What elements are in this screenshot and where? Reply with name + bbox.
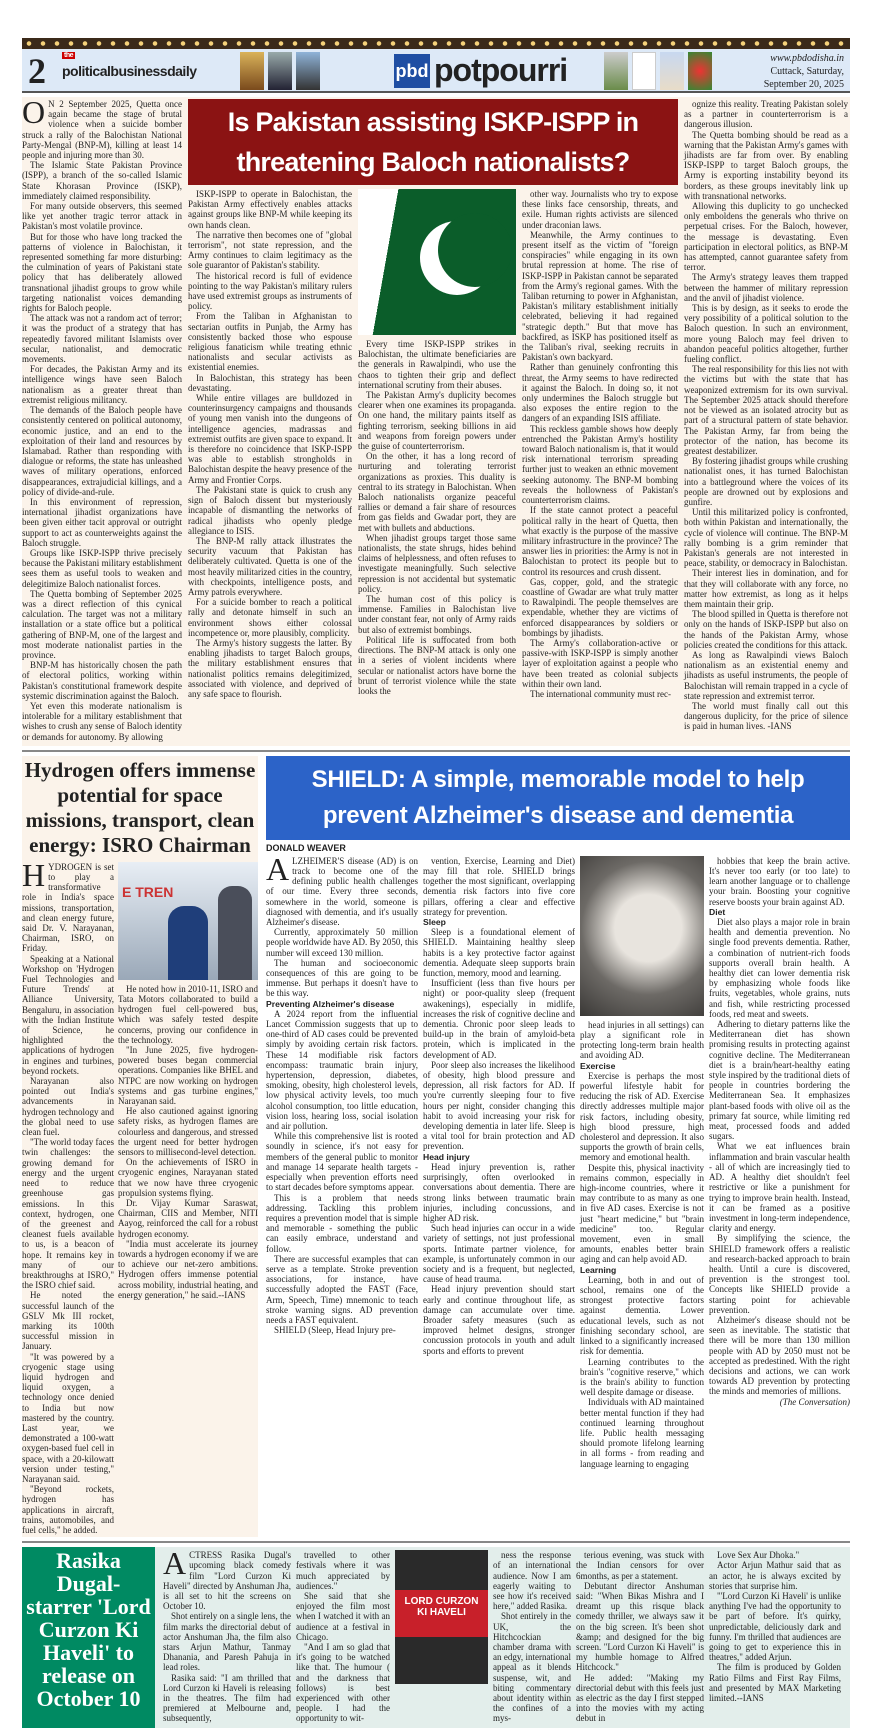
- paragraph-text: Poor sleep also increases the likelihood of obesity, high blood pressure and depression, all risk factors for AD. If you're currently sleeping four to five hours per night, consider changing this habit to avoid increasing your risk for developing dementia in later life. Sleep is a vital tool for brain protection and AD prevention.: [423, 1059, 575, 1152]
- paragraph-text: Gas, copper, gold, and the strategic coastline of Gwadar are what truly matter to Rawalpindi. The people themselves are expendable, whether they are victims of enforced disappearances by soldiers or bombings by jihadists.: [522, 576, 678, 638]
- paragraph: [358, 451, 516, 533]
- article3-col4: [709, 856, 850, 1407]
- paragraph: [709, 1560, 841, 1591]
- paragraph: [22, 589, 182, 660]
- paragraph: [188, 271, 352, 312]
- paragraph-text: If the state cannot protect a peaceful political rally in the heart of Quetta, then what exactly is the purpose of the massive military infrastructure in the province? The answer lies in priorities: the Army is not in Balochistan to protect its people but to control its resources and crush dissent.: [522, 505, 678, 577]
- paragraph-text: The historical record is full of evidence pointing to the way Pakistan's military rulers have used extremist groups as instruments of policy.: [188, 270, 352, 312]
- paragraph-text: Yet even this moderate nationalism is intolerable for a military establishment that wishes to crush any sense of Baloch identity or demands for autonomy. By allowing: [22, 700, 182, 742]
- paragraph-text: Learning contributes to the brain's "cognitive reserve," which is the brain's ability to function well despite damage or disease.: [580, 1356, 704, 1398]
- paragraph: [580, 1071, 704, 1163]
- paragraph: [709, 1550, 841, 1560]
- paragraph: [22, 660, 182, 701]
- paragraph-text: While this comprehensive list is rooted soundly in science, it's not easy for members of the general public to monitor and manage 14 separate health targets - especially when prevention efforts need to start decades before symptoms appear.: [266, 1131, 418, 1193]
- paragraph-text: He noted how in 2010-11, ISRO and Tata Motors collaborated to build a hydrogen fuel cell-powered bus, which was safely tested despite concerns, proving our confidence in the technology.: [118, 983, 258, 1045]
- headline-baloch: Is Pakistan assisting ISKP-ISPP in threatening Baloch nationalists?: [188, 99, 678, 185]
- paragraph: [423, 1223, 575, 1284]
- subheading: [709, 907, 850, 917]
- paragraph: [266, 958, 418, 999]
- paragraph-text: "The world today faces twin challenges: the growing demand for energy and the urgent need to reduce greenhouse gas emissions. In this context, hydrogen, one of the greenest and cleanest fuels available to us, is a beacon of hope. It remains key in many of our breakthroughs at ISRO," the ISRO chief said.: [22, 1137, 114, 1291]
- paragraph: [709, 1662, 841, 1703]
- paragraph: [22, 1290, 114, 1351]
- paragraph-text: What we eat influences brain inflammation and brain vascular health - all of which are increasingly tied to AD. A healthy diet shouldn't feel restrictive or like a punishment for trying to improve brain health. Instead, it can be framed as a positive investment in long-term independence, clarity and energy.: [709, 1141, 850, 1234]
- paragraph-text: other way. Journalists who try to expose these links face censorship, threats, and exile. Human rights activists are silenced under draconian laws.: [522, 189, 678, 230]
- paragraph-text: Head injury prevention should start early and continue throughout life, as damage can accumulate over time. Broader safety measures (such as improved helmet designs, stronger concussion protocols in youth and adult sports and efforts to prevent: [423, 1284, 575, 1356]
- paragraph-text: Allowing this duplicity to go unchecked only emboldens the generals who thrive on perpetual crises. For the Baloch, however, the message is devastating. Even participation in electoral politics, as BNP-M has attempted, cannot guarantee safety from terror.: [684, 201, 848, 273]
- paragraph-text: The Army's history suggests the latter. By enabling jihadists to target Baloch groups, the military establishment ensures that nationalist politics remains delegitimized, associated with violence, and deprived of any safe space to flourish.: [188, 637, 352, 699]
- paragraph: [580, 1397, 704, 1468]
- paragraph: [22, 954, 114, 1076]
- paragraph: [266, 1325, 418, 1335]
- paragraph: [118, 1045, 258, 1106]
- page-number: 2: [28, 51, 46, 91]
- paragraph: [22, 405, 182, 497]
- paragraph: [522, 230, 678, 363]
- paragraph: [266, 927, 418, 958]
- paragraph: [684, 568, 848, 609]
- paragraph: [423, 1284, 575, 1355]
- paragraph: [163, 1545, 291, 1612]
- paragraph-text: Head injury: [423, 1151, 470, 1162]
- paragraph: [118, 1106, 258, 1157]
- paragraph-text: "It was powered by a cryogenic stage using liquid hydrogen and liquid oxygen, a technology once denied to India but now mastered by the country. Last year, we demonstrated a 100-watt oxygen-based fuel cell in space, with a 20-kilowatt version under testing," Narayanan said.: [22, 1351, 114, 1484]
- paragraph: [22, 232, 182, 314]
- paragraph: [266, 850, 418, 928]
- paragraph: [423, 978, 575, 1060]
- article1-col3: [358, 339, 516, 696]
- paragraph-text: Such head injuries can occur in a wide variety of settings, not just professional sports. Intimate partner violence, for example, is unfortunately common in our society and is a frequent, but neglected, cause of head trauma.: [423, 1223, 575, 1285]
- paragraph-text: There are successful examples that can serve as a template. Stroke prevention associations, for instance, have successfully adopted the FAST (Face, Arm, Speech, Time) mnemonic to teach stroke warning signs. AD prevention needs a FAST equivalent.: [266, 1253, 418, 1325]
- dateline: [764, 52, 844, 91]
- brand-the: the: [64, 52, 73, 59]
- paragraph-text: Shot entirely in the UK, the Hitchcockian chamber drama with an edgy, international appeal as it blends suspense, wit, and biting commentary about identity within the confines of a mys-: [493, 1611, 571, 1724]
- paragraph-text: terious evening, was stuck with the Indian censors for over 6months, as per a statement.: [576, 1550, 704, 1581]
- paragraph: [709, 1141, 850, 1233]
- paragraph-text: The human cost of this policy is immense. Families in Balochistan live under constant fear, not only of Army raids but also of extremist bombings.: [358, 594, 516, 635]
- paragraph: [296, 1642, 390, 1724]
- article1-col5: [684, 99, 848, 732]
- paragraph-text: Adhering to dietary patterns like the Mediterranean diet has shown promising results in protecting against cognitive decline. The Mediterranean diet is a brain/heart-healthy eating style inspired by the traditional diets of people in countries bordering the Mediterranean Sea. It emphasizes plant-based foods with olive oil as the primary fat source, while limiting red meat, processed foods and added sugars.: [709, 1019, 850, 1142]
- paragraph-text: Learning: [580, 1264, 617, 1275]
- paragraph: [709, 1233, 850, 1315]
- article2-col2: [118, 984, 258, 1300]
- paragraph: [188, 393, 352, 485]
- article4-col2: [296, 1550, 390, 1723]
- paragraph: [684, 303, 848, 364]
- paragraph-text: head injuries in all settings) can play a significant role in protecting long-term brain health and avoiding AD.: [580, 1019, 704, 1061]
- billiards-image: [688, 52, 712, 90]
- paragraph-text: The real responsibility for this lies not with the victims but with the state that has weaponized extremism for its own survival. The September 2025 attack should therefore not be viewed as an isolated atrocity but as part of a structural pattern of state behavior. The Pakistan Army, far from being the protector of the nation, has become its greatest destabilizer.: [684, 364, 848, 456]
- paragraph: [188, 311, 352, 372]
- paragraph: [580, 1275, 704, 1357]
- motorbike-image: [268, 52, 292, 90]
- date-line-1: Cuttack, Saturday,: [770, 66, 844, 77]
- paragraph-text: CTRESS Rasika Dugal's upcoming black comedy film "Lord Curzon Ki Haveli" directed by Anshuman Jha, is all set to hit the screens on October 10.: [163, 1550, 291, 1612]
- drop-cap: A: [163, 1545, 187, 1582]
- paragraph-text: Speaking at a National Workshop on 'Hydrogen Fuel Technologies and Future Trends' at Alliance University, Bengaluru, in association with the Indian Institute of Science, he highlighted the applications of hydrogen in engines and turbines, beyond rockets.: [22, 953, 114, 1076]
- paragraph-text: When jihadist groups target those same nationalists, the state shrugs, hides behind claims of helplessness, and often refuses to investigate meaningfully. Such selective repression is not accidental but systematic policy.: [358, 532, 516, 594]
- paragraph-text: SHIELD (Sleep, Head Injury pre-: [274, 1325, 396, 1336]
- byline: DONALD WEAVER: [266, 842, 346, 853]
- paragraph-text: For a suicide bomber to reach a political rally and detonate himself in such an environment shows either colossal incompetence or, more plausibly, complicity.: [188, 597, 352, 638]
- paragraph: [22, 856, 114, 954]
- landscape-image: [296, 52, 320, 90]
- paragraph-text: The narrative then becomes one of "global terrorism", not state repression, and the Army continues to claim legitimacy as the sole guarantor of Pakistan's stability.: [188, 229, 352, 271]
- article2-col1: [22, 856, 114, 1535]
- paragraph-text: The Army's collaboration-active or passive-with ISKP-ISPP is simply another layer of exploitation against a people who have been treated as colonial subjects within their own land.: [522, 637, 678, 689]
- palm-chart-image: [632, 52, 656, 90]
- film-poster: [395, 1550, 488, 1684]
- paragraph: [163, 1611, 291, 1672]
- paragraph-text: Love Sex Aur Dhoka.": [717, 1550, 800, 1561]
- brand-logo: [62, 52, 197, 79]
- paragraph-text: Exercise is perhaps the most powerful lifestyle habit for reducing the risk of AD. Exercise directly addresses multiple major risk factors, including obesity, high blood pressure, high cholesterol and depression. It also supports the growth of brain cells, memory and emotional health.: [580, 1070, 704, 1163]
- paragraph-text: He also cautioned against ignoring safety risks, as hydrogen flames are colourless and dangerous, and stressed the urgent need for better hydrogen sensors to millisecond-level detection.: [118, 1106, 258, 1158]
- paragraph-text: Rasika said: "I am thrilled that Lord Curzon ki Haveli is releasing in the theatres. The film had premiered at Melbourne and, subsequently,: [163, 1672, 291, 1724]
- paragraph: [580, 1357, 704, 1398]
- paragraph-text: Dr. Vijay Kumar Saraswat, Chairman, CIIS and Member, NITI Aayog, reinforced the call for a robust hydrogen economy.: [118, 1198, 258, 1239]
- paragraph: [493, 1611, 571, 1723]
- paragraph: [423, 1060, 575, 1152]
- paragraph: [684, 701, 848, 732]
- paragraph: [163, 1673, 291, 1724]
- paragraph-text: The Army's strategy leaves them trapped between the hammer of military repression and the anvil of jihadist violence.: [684, 272, 848, 303]
- paragraph-text: Head injury prevention is, rather surprisingly, often overlooked in conversations about dementia. There are strong links between traumatic brain injuries, including concussions, and higher AD risk.: [423, 1161, 575, 1223]
- poster-title: LORD CURZON KI HAVELI: [404, 1596, 479, 1619]
- paragraph: [684, 507, 848, 568]
- paragraph: [522, 638, 678, 689]
- paragraph: [709, 856, 850, 907]
- article4-col3: [493, 1550, 571, 1723]
- paragraph-text: Every time ISKP-ISPP strikes in Balochistan, the ultimate beneficiaries are the generals in Rawalpindi, who use the chaos to tighten their grip and deflect international scrutiny from their abuses.: [358, 339, 516, 390]
- paragraph: [522, 577, 678, 638]
- paragraph: [423, 1162, 575, 1223]
- article4-col1: [163, 1545, 291, 1724]
- paragraph-text: ness the response of an international audience. Now I am eagerly waiting to see how it's received here," added Rasika.: [493, 1550, 571, 1612]
- subheading: [580, 1061, 704, 1071]
- paragraph-text: A 2024 report from the influential Lancet Commission suggests that up to one-third of AD cases could be prevented simply by avoiding certain risk factors. These 14 modifiable risk factors encompass: traumatic brain injury, hypertension, depression, diabetes, smoking, obesity, high cholesterol levels, low physical activity levels, too much alcohol consumption, too little education, vision loss, hearing loss, social isolation and air pollution.: [266, 1008, 418, 1132]
- paragraph-text: Diet: [709, 906, 726, 917]
- paragraph: [22, 201, 182, 232]
- paragraph-text: He noted the successful launch of the GSLV Mk III rocket, marking its 100th successful mission in January.: [22, 1290, 114, 1352]
- paragraph: [522, 362, 678, 423]
- paragraph-text: The attack was not a random act of terror; it was the product of a strategy that has repeatedly favored militant Islamists over secular, nationalist, and democratic movements.: [22, 313, 182, 365]
- brand-name: politicalbusinessdaily: [62, 63, 197, 79]
- paragraph-text: BNP-M has historically chosen the path of electoral politics, working within Pakistan's constitutional framework despite systemic discrimination against the Baloch.: [22, 660, 182, 701]
- drop-cap: A: [266, 850, 290, 887]
- paragraph-text: Sleep: [423, 917, 446, 928]
- paragraph: [684, 364, 848, 456]
- paragraph-text: Groups like ISKP-ISPP thrive precisely because the Pakistani military establishment sees them as useful tools to weaken and delegitimize Baloch nationalist forces.: [22, 547, 182, 589]
- paragraph-text: But for those who have long tracked the patterns of violence in Balochistan, it represented something far more disturbing: the culmination of years of Pakistani state policy that has deliberately allowed transnational jihadist groups to grow while targeting nationalist voices demanding rights for Baloch people.: [22, 231, 182, 314]
- paragraph-text: She said that she enjoyed the film most when I watched it with an audience at a festival in Chicago.: [296, 1591, 390, 1642]
- paragraph: [580, 1163, 704, 1265]
- article1-middle: [188, 99, 678, 699]
- paragraph-text: The Islamic State Pakistan Province (ISPP), a branch of the so-called Islamic State Khorasan Province (ISKP), immediately claimed responsibility.: [22, 160, 182, 201]
- paragraph: [296, 1550, 390, 1591]
- paragraph-text: "And I am so glad that it's going to be watched like that. The humour ( and the darkness that follows) is best experienced with other people. I had the opportunity to wit-: [296, 1642, 390, 1724]
- article1-col3-wrap: [358, 189, 516, 696]
- paragraph-text: Insufficient (less than five hours per night) or poor-quality sleep (frequent awakenings), especially in midlife, increases the risk of cognitive decline and dementia. Chronic poor sleep leads to build-up in the brain of amyloid-beta protein, which is implicated in the development of AD.: [423, 978, 575, 1060]
- paragraph: [118, 1198, 258, 1239]
- paragraph: [22, 94, 182, 161]
- pbd-logo: pbd: [394, 54, 430, 88]
- paragraph-text: The international community must rec-: [530, 688, 671, 699]
- divider: [22, 1541, 850, 1543]
- paragraph-text: "India must accelerate its journey towards a hydrogen economy if we are to achieve our net-zero ambitions. Hydrogen offers immense potential across mobility, industrial heating, and energy generation," he said.--IANS: [118, 1238, 258, 1300]
- paragraph-text: N 2 September 2025, Quetta once again became the stage of brutal violence when a suicide bomber struck a rally of the Balochistan National Party-Mengal (BNP-M), killing at least 14 people and injuring more than 30.: [22, 99, 182, 161]
- paragraph-text: The blood spilled in Quetta is therefore not only on the hands of ISKP-ISPP but also on the hands of the Pakistan Army, whose policies created the conditions for this attack.: [684, 609, 848, 650]
- paragraph: [188, 638, 352, 699]
- paragraph: [709, 1591, 841, 1662]
- paragraph-text: The Quetta bombing should be read as a warning that the Pakistan Army's games with jihadists are far from over. By enabling ISKP-ISPP to target Baloch groups, the Army is exporting instability beyond its borders, as these groups inevitably link up with transnational networks.: [684, 129, 848, 201]
- paragraph: [188, 536, 352, 597]
- paragraph-text: This is a problem that needs addressing. Tackling this problem requires a prevention model that is simple and memorable - something the public can easily embrace, understand and follow.: [266, 1192, 418, 1254]
- paragraph-text: The world must finally call out this dangerous duplicity, for the price of silence is paid in human lives. -IANS: [684, 700, 848, 732]
- paragraph: [358, 339, 516, 390]
- paragraph-text: YDROGEN is set to play a transformative role in India's space missions, transportation, and clean energy future, said Dr. V. Narayanan, Chairman, ISRO, on Friday.: [22, 861, 114, 954]
- subheading: [266, 999, 418, 1009]
- paragraph-text: Despite this, physical inactivity remains common, especially in high-income countries, where it may contribute to as many as one in five AD cases. Exercise is not just "heart medicine," but "brain medicine" too. Regular movement, even in small amounts, enables better brain aging and can help avoid AD.: [580, 1162, 704, 1265]
- paragraph-text: Narayanan also pointed out India's advancements in hydrogen technology and the global need to use clean fuel.: [22, 1076, 114, 1138]
- paragraph-text: In Balochistan, this strategy has been devastating.: [188, 372, 352, 393]
- paragraph: [522, 189, 678, 230]
- plant-image: [604, 52, 628, 90]
- paragraph-text: By fostering jihadist groups while crushing nationalist ones, it has turned Balochistan into a battleground where the voices of its people are drowned out by explosions and gunfire.: [684, 456, 848, 507]
- article4-body: [155, 1547, 846, 1727]
- paragraph-text: Alzheimer's disease should not be seen as inevitable. The statistic that there will be more than 130 million people with AD by 2050 must not be accepted as predestined. With the right decisions and actions, we can work towards AD prevention by protecting the minds and memories of millions.: [709, 1314, 850, 1397]
- paragraph-text: By simplifying the science, the SHIELD framework offers a realistic and research-backed approach to brain health. Until a cure is discovered, prevention is the strongest tool. Concepts like SHIELD provide a starting point for achievable prevention.: [709, 1233, 850, 1315]
- paragraph-text: The human and socioeconomic consequences of this are going to be immense. But perhaps it doesn't have to be this way.: [266, 957, 418, 999]
- paragraph: [22, 497, 182, 548]
- article3-col2: [423, 856, 575, 1356]
- paragraph-text: hobbies that keep the brain active. It's never too early (or too late) to learn another language or to challenge your brain. Boosting your cognitive reserve boosts your brain against AD.: [709, 855, 850, 907]
- paragraph: [709, 917, 850, 1019]
- paragraph: [266, 1131, 418, 1192]
- paragraph: [493, 1550, 571, 1611]
- paragraph: [266, 1193, 418, 1254]
- article-rasika: [22, 1547, 850, 1727]
- paragraph: [188, 373, 352, 393]
- paragraph: [296, 1591, 390, 1642]
- taj-mahal-image: [660, 52, 684, 90]
- paragraph-text: The Pakistan Army's duplicity becomes clearer when one examines its propaganda. On one hand, the military paints itself as fighting terrorism, seeking billions in aid and weapons from foreign powers under the guise of counterterrorism.: [358, 390, 516, 452]
- headline-shield: SHIELD: A simple, memorable model to help prevent Alzheimer's disease and dementia: [266, 756, 850, 840]
- paragraph: [188, 230, 352, 271]
- paragraph: [423, 856, 575, 917]
- article1-col4: [522, 189, 678, 699]
- decorative-border: [22, 38, 850, 49]
- headline-hydrogen: Hydrogen offers immense potential for space missions, transport, clean energy: ISRO Chairman: [24, 757, 256, 857]
- paragraph: [684, 650, 848, 701]
- paragraph: [266, 1009, 418, 1131]
- photo-banner-text: E TREN: [122, 883, 174, 900]
- paragraph-text: This is by design, as it seeks to erode the very possibility of a political solution to the Baloch question. In such an environment, more young Baloch may feel driven to abandon peaceful politics altogether, further fueling conflict.: [684, 303, 848, 365]
- paragraph-text: Shot entirely on a single lens, the film marks the directorial debut of actor Anshuman Jha, the film also stars Arjun Mathur, Tanmay Dhanania, and Paresh Pahuja in lead roles.: [163, 1611, 291, 1673]
- middle-band: [22, 756, 850, 1537]
- paragraph-text: Rather than genuinely confronting this threat, the Army seems to have redirected it against the Baloch. In doing so, it not only undermines the Baloch struggle but also exposes the entire region to the dangers of an expanding ISIS affiliate.: [522, 362, 678, 424]
- paragraph: [576, 1673, 704, 1724]
- paragraph: [22, 1352, 114, 1485]
- credit: (The Conversation): [779, 1396, 850, 1407]
- subheading: [580, 1265, 704, 1275]
- article-baloch: [22, 94, 850, 746]
- paragraph-text: ognize this reality. Treating Pakistan solely as a partner in counterterrorism is a dangerous illusion.: [684, 99, 848, 130]
- paragraph-text: On the other, it has a long record of nurturing and tolerating terrorist organizations as proxies. This duality is central to its strategy in Balochistan. When Baloch nationalists organize peaceful rallies or demand a fair share of resources from gas fields and Gwadar port, they are met with bullets and abductions.: [358, 451, 516, 533]
- paragraph: [358, 390, 516, 451]
- article1-col1: [22, 94, 182, 742]
- divider: [22, 750, 850, 752]
- drop-cap: H: [22, 856, 46, 893]
- paragraph: [580, 1020, 704, 1061]
- article3-col3-wrap: [580, 856, 704, 1469]
- paragraph-text: travelled to other festivals where it was much appreciated by audiences.": [296, 1550, 390, 1591]
- paragraph: [522, 424, 678, 506]
- paragraph: [358, 635, 516, 696]
- article4-col4: [576, 1550, 704, 1723]
- paragraph-text: For many outside observers, this seemed like yet another tragic terror attack in Pakistan's most volatile province.: [22, 201, 182, 232]
- paragraph-text: LZHEIMER'S disease (AD) is on track to become one of the defining public health challenges of our time. Every three seconds, somewhere in the world, someone is diagnosed with dementia, and it's usually Alzheimer's disease.: [266, 855, 418, 928]
- paragraph-text: The Quetta bombing of September 2025 was a direct reflection of this cynical calculation. The target was not a military installation or a state office but a political gathering of BNP-M, one of the largest and most moderate nationalist parties in the province.: [22, 588, 182, 660]
- subheading: [423, 917, 575, 927]
- section-title: potpourri: [434, 52, 568, 88]
- headline-rasika: Rasika Dugal-starrer 'Lord Curzon Ki Haveli' to release on October 10: [22, 1547, 155, 1727]
- article3-col3: [580, 1020, 704, 1469]
- paragraph-text: He added: "Making my directorial debut with this feels just as electric as the day I first stepped into the movies with my acting debut in: [576, 1672, 704, 1724]
- article1-col2: [188, 189, 352, 699]
- paragraph: [22, 364, 182, 405]
- date-line-2: September 20, 2025: [763, 79, 844, 90]
- pakistan-flag-image: [358, 189, 516, 335]
- paragraph-text: The demands of the Baloch people have consistently centered on political autonomy, economic justice, and an end to the exploitation of their land and resources by Islamabad. Rather than responding with dialogue or reforms, the state has unleashed waves of military operations, enforced disappearances, extrajudicial killings, and a policy of divide-and-rule.: [22, 405, 182, 497]
- paragraph: [576, 1581, 704, 1673]
- paragraph-text: Learning, both in and out of school, remains one of the strongest protective factors against dementia. Lower educational levels, such as not finishing secondary school, are linked to a significantly increased risk for dementia.: [580, 1274, 704, 1357]
- masthead: [22, 49, 850, 93]
- paragraph-text: Preventing Alzheimer's disease: [266, 998, 395, 1009]
- article-hydrogen: [22, 756, 258, 1537]
- paragraph: [188, 485, 352, 536]
- paragraph: [22, 701, 182, 742]
- paragraph: [684, 130, 848, 201]
- paragraph: [522, 505, 678, 576]
- paragraph-text: From the Taliban in Afghanistan to sectarian outfits in Punjab, the Army has consistently backed those who espouse religious fanaticism while treating ethnic nationalists and secular activists as existential enemies.: [188, 311, 352, 373]
- paragraph-text: Debutant director Anshuman said: "When Bikas Mishra and I dreamt up this risque black comedy thriller, we always saw it on the big screen. It's been shot &amp; and designed for the big screen. "Lord Curzon Ki Haveli" is my humble homage to Alfred Hitchcock.": [576, 1580, 704, 1673]
- paragraph: [358, 533, 516, 594]
- article3-col1: [266, 850, 418, 1336]
- paragraph: [266, 1254, 418, 1325]
- paragraph-text: The Pakistani state is quick to crush any sign of Baloch dissent but mysteriously incapable of dismantling the networks of radical jihadists who openly pledge allegiance to ISIS.: [188, 484, 352, 536]
- paragraph-text: The BNP-M rally attack illustrates the security vacuum that Pakistan has deliberately cultivated. Quetta is one of the most heavily militarized cities in the country, with checkpoints, intelligence posts, and Army patrols everywhere.: [188, 535, 352, 597]
- article4-col5: [709, 1550, 841, 1703]
- paragraph: [22, 1484, 114, 1535]
- kathakali-image: [240, 52, 264, 90]
- paragraph-text: Exercise: [580, 1060, 616, 1071]
- paragraph: [709, 1019, 850, 1141]
- paragraph-text: "'Lord Curzon Ki Haveli' is unlike anything I've had the opportunity to be part of before. It's quirky, unpredictable, deliciously dark and funny. I'm thrilled that audiences are going to get to experience this in theatres," added Arjun.: [709, 1591, 841, 1663]
- brain-puzzle-image: [580, 856, 704, 1016]
- paragraph-text: Individuals with AD maintained better mental function if they had continued learning throughout life. Public health messaging should promote lifelong learning in all forms - from reading and language learning to engaging: [580, 1397, 704, 1469]
- paragraph-text: vention, Exercise, Learning and Diet) may fill that role. SHIELD brings together the most significant, overlapping dementia risk factors into five core pillars, offering a clear and effective strategy for prevention.: [423, 855, 575, 917]
- paragraph-text: Their interest lies in domination, and for that they will collaborate with any force, no matter how extremist, as long as it helps them maintain their grip.: [684, 568, 848, 609]
- paragraph: [684, 99, 848, 130]
- paragraph-text: On the achievements of ISRO in cryogenic engines, Narayanan stated that we now have three cryogenic propulsion systems flying.: [118, 1157, 258, 1198]
- paragraph-text: "In June 2025, five hydrogen-powered buses began commercial operations. Companies like BHEL and NTPC are now working on hydrogen systems and gas turbine engines," Narayanan said.: [118, 1045, 258, 1107]
- paragraph: [188, 189, 352, 230]
- paragraph-text: Political life is suffocated from both directions. The BNP-M attack is only one in a series of violent incidents where secular or nationalist actors have borne the brunt of terrorist violence while the state looks the: [358, 634, 516, 696]
- paragraph-text: The film is produced by Golden Ratio Films and First Ray Films, and presented by MAX Marketing limited.--IANS: [709, 1662, 841, 1704]
- paragraph-text: This reckless gamble shows how deeply entrenched the Pakistan Army's hostility toward Baloch nationalism is, that it would risk international terrorism spreading further just to weaken an ethnic movement seeking autonomy. The BNP-M bombing reveals the hollowness of Pakistan's counterterrorism claims.: [522, 423, 678, 506]
- paragraph-text: ISKP-ISPP to operate in Balochistan, the Pakistan Army effectively enables attacks against groups like BNP-M while keeping its own hands clean.: [188, 189, 352, 230]
- article-shield: [266, 756, 850, 1469]
- paragraph: [22, 313, 182, 364]
- paragraph-text: For decades, the Pakistan Army and its intelligence wings have seen Baloch nationalism as a greater threat than extremist religious militancy.: [22, 364, 182, 405]
- paragraph: [684, 201, 848, 272]
- paragraph-text: Actor Arjun Mathur said that as an actor, he is always excited by stories that surprise him.: [709, 1560, 841, 1591]
- subheading: [423, 1152, 575, 1162]
- paragraph: [709, 1315, 850, 1397]
- paragraph: [22, 160, 182, 201]
- paragraph: [22, 1076, 114, 1137]
- paragraph-text: Meanwhile, the Army continues to present itself as the victim of "foreign conspiracies" while engaging in its own brutal repression at home. The rise of ISKP-ISPP in Pakistan cannot be separated from the Army's regional games. With the Taliban returning to power in Afghanistan, Pakistan's military establishment initially celebrated, believing it had regained "strategic depth." But that move has backfired, as ISKP has positioned itself as the Taliban's rival, seeking recruits in Pakistan's own backyard.: [522, 229, 678, 363]
- website: www.pbdodisha.in: [770, 53, 844, 64]
- paragraph: [358, 594, 516, 635]
- paragraph: [684, 272, 848, 303]
- paragraph: [684, 456, 848, 507]
- paragraph-text: Diet also plays a major role in brain health and dementia prevention. No single food prevents dementia. Rather, a combination of nutrient-rich foods supports overall brain health. A healthy diet can lower dementia risk by emphasizing whole foods like fruits, vegetables, whole grains, nuts and fish, while restricting processed foods, red meat and sweets.: [709, 917, 850, 1019]
- paragraph-text: "Beyond rockets, hydrogen has applications in aircraft, trains, automobiles, and fuel cells," he added.: [22, 1484, 114, 1535]
- paragraph-text: Until this militarized policy is confronted, both within Pakistan and internationally, the cycle of violence will continue. The BNP-M rally bombing is a grim reminder that Pakistan's generals are not interested in peace, stability, or democracy in Balochistan.: [684, 507, 848, 569]
- paragraph-text: While entire villages are bulldozed in counterinsurgency campaigns and thousands of young men vanish into the dungeons of intelligence agencies, madrassas and extremist outfits are given space to expand. It is therefore no coincidence that ISKP-ISPP was able to establish strongholds in Balochistan despite the heavy presence of the Army and Frontier Corps.: [188, 393, 352, 485]
- paragraph: [684, 609, 848, 650]
- paragraph: [118, 984, 258, 1045]
- paragraph: [423, 927, 575, 978]
- paragraph-text: In this environment of repression, international jihadist organizations have been given either tacit approval or outright support to act as counterweights against the Baloch struggle.: [22, 496, 182, 548]
- paragraph: [522, 689, 678, 699]
- paragraph-text: Sleep is a foundational element of SHIELD. Maintaining healthy sleep habits is a key protective factor against dementia. Adequate sleep supports brain function, memory, mood and learning.: [423, 927, 575, 979]
- paragraph: [118, 1157, 258, 1198]
- paragraph: [118, 1239, 258, 1300]
- paragraph: [576, 1550, 704, 1581]
- drop-cap: O: [22, 94, 46, 130]
- paragraph-text: As long as Rawalpindi views Baloch nationalism as an existential enemy and jihadists as useful instruments, the people of Balochistan will remain trapped in a cycle of state repression and extremist terror.: [684, 649, 848, 701]
- article2-col2-wrap: [118, 862, 258, 1300]
- isro-chairman-photo: [118, 862, 258, 980]
- paragraph: [22, 1137, 114, 1290]
- paragraph: [188, 597, 352, 638]
- paragraph-text: Currently, approximately 50 million people worldwide have AD. By 2050, this number will exceed 130 million.: [266, 927, 418, 958]
- paragraph: [22, 548, 182, 589]
